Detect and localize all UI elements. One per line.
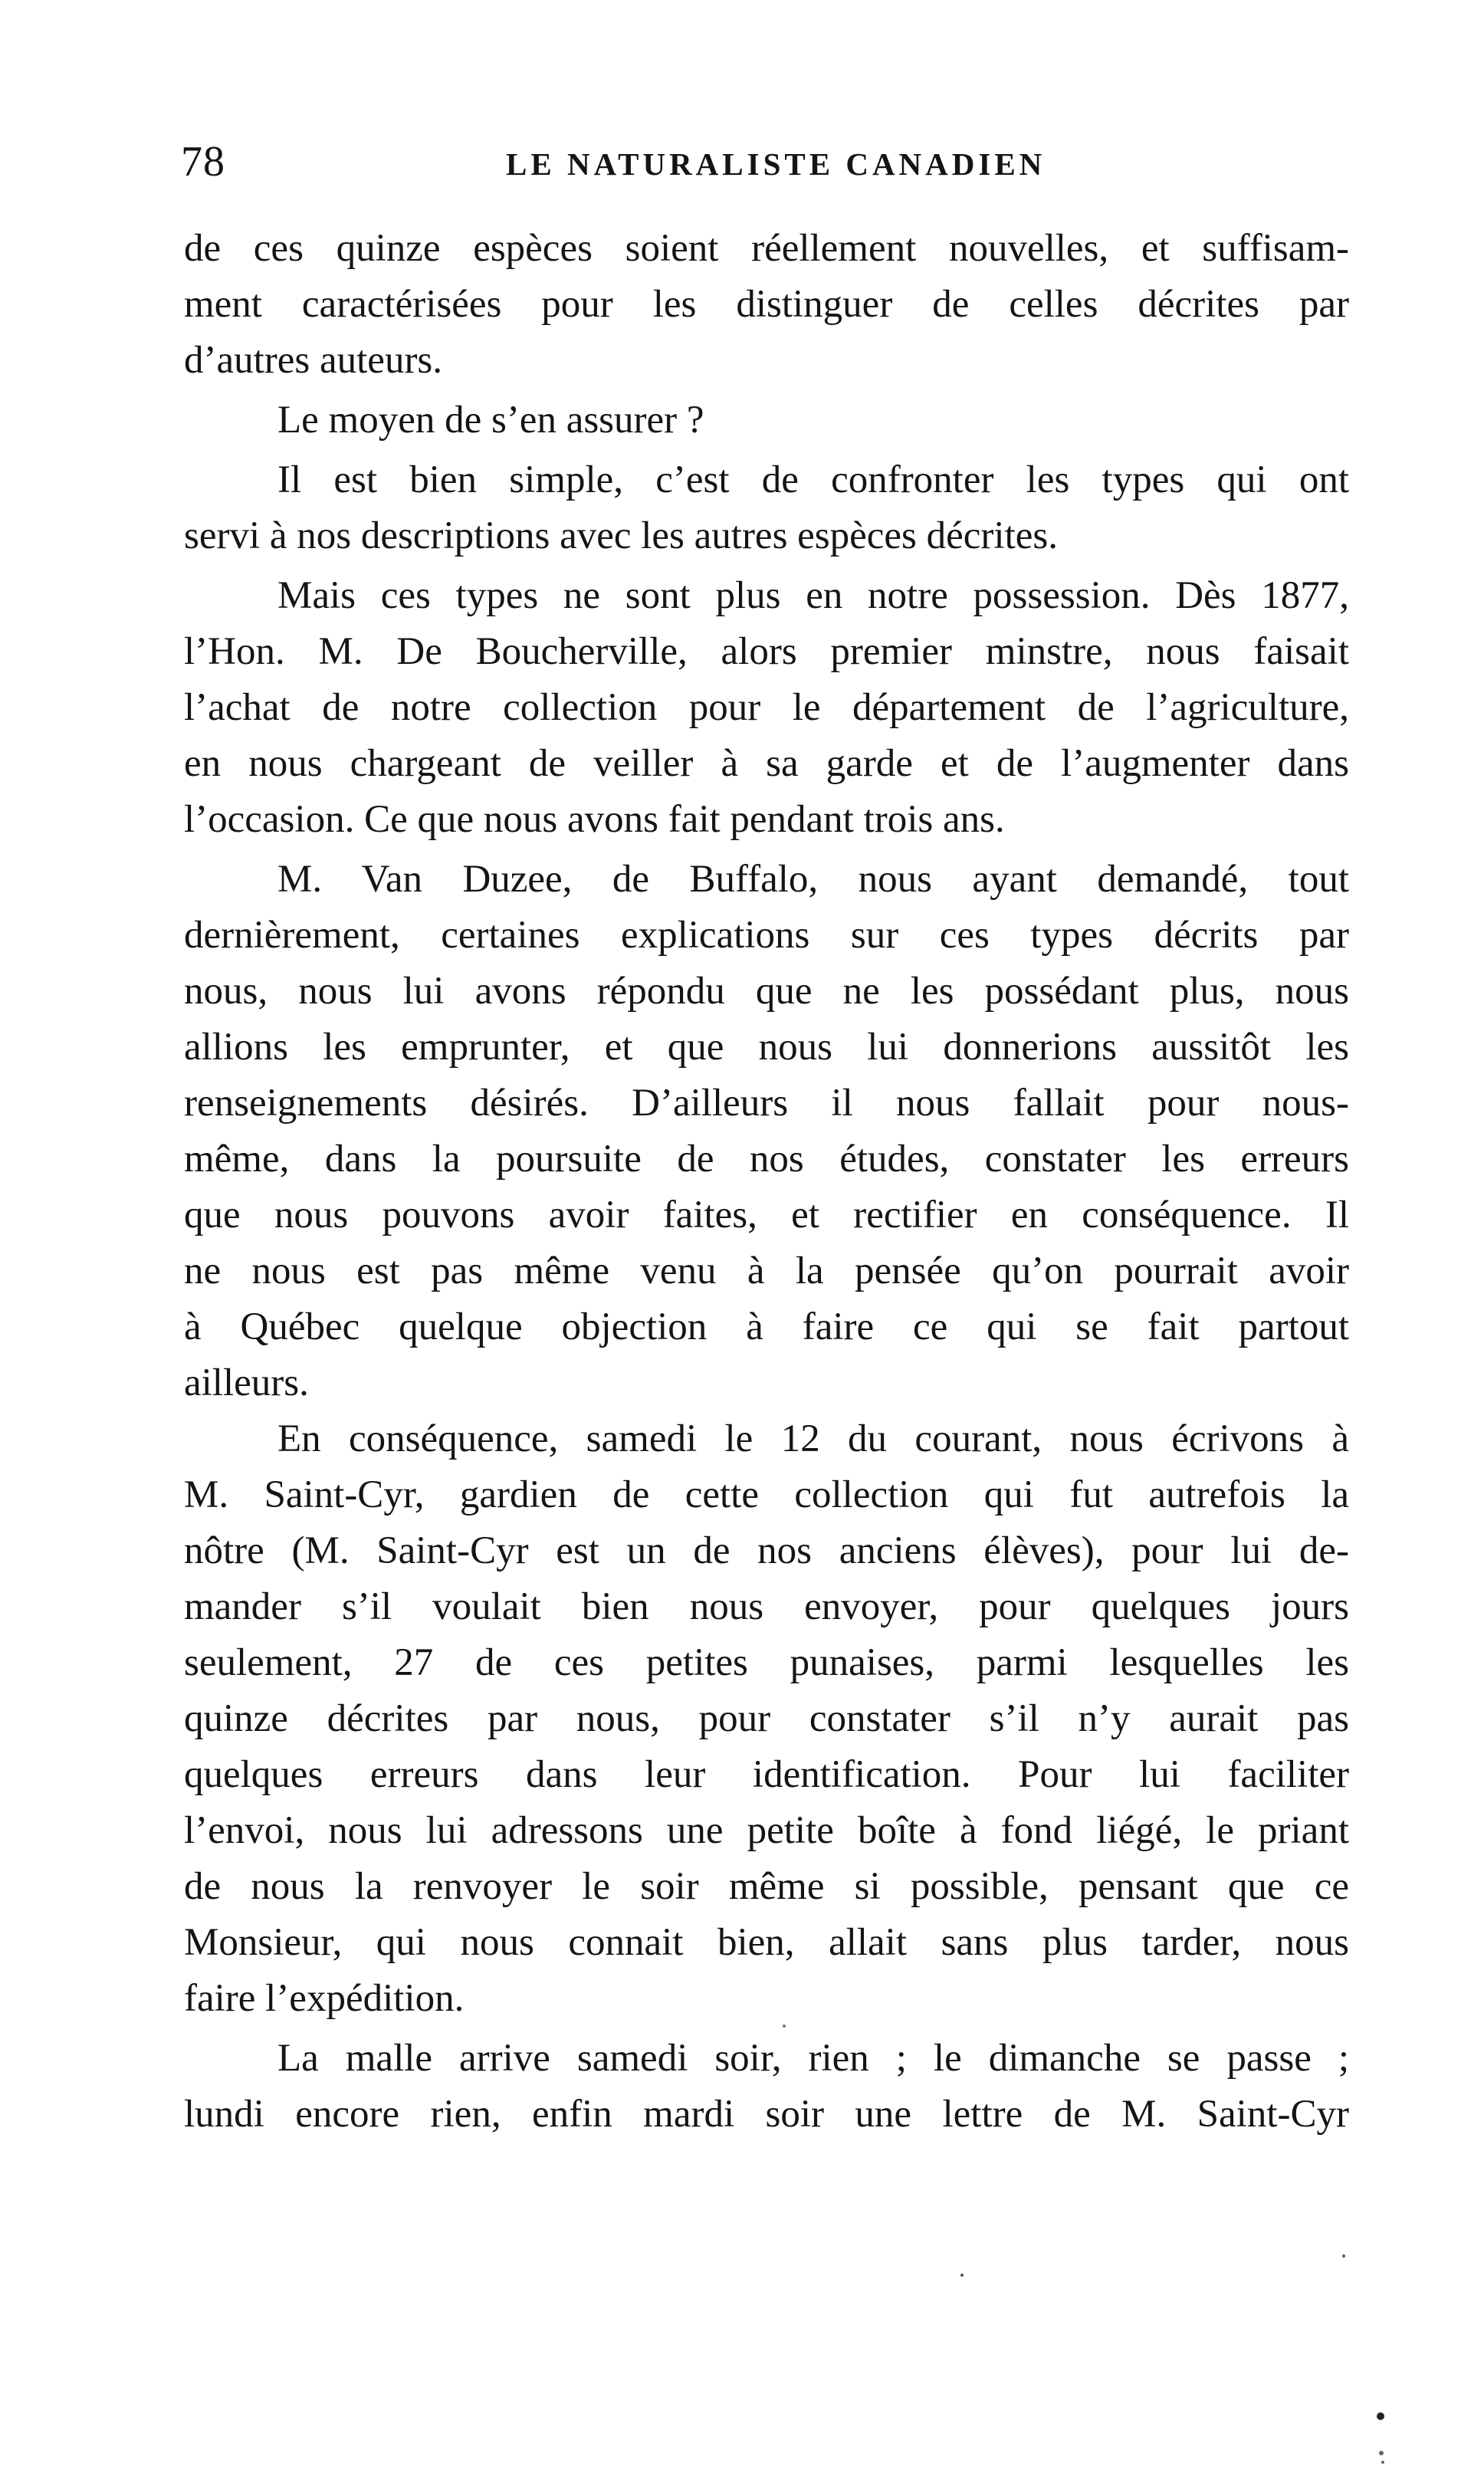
page-number: 78 — [181, 138, 225, 186]
text-line: quelques erreurs dans leur identification. Pour lui faciliter — [184, 1753, 1349, 1796]
running-head — [181, 135, 1349, 189]
text-line: de ces quinze espèces soient réellement nouvelles, et suffisam- — [184, 227, 1349, 270]
text-line: servi à nos descriptions avec les autres espèces décrites. — [184, 514, 1058, 557]
text-line: quinze décrites par nous, pour constater s’il n’y aurait pas — [184, 1697, 1349, 1740]
text-line: Monsieur, qui nous connait bien, allait sans plus tarder, nous — [184, 1921, 1349, 1964]
scan-speck — [1381, 2461, 1384, 2464]
paragraph — [184, 2031, 1349, 2143]
paragraph — [184, 852, 1349, 1411]
text-line: En conséquence, samedi le 12 du courant, nous écrivons à — [277, 1417, 1349, 1460]
text-line: d’autres auteurs. — [184, 339, 443, 382]
text-line: allions les emprunter, et que nous lui donnerions aussitôt les — [184, 1026, 1349, 1069]
scan-speck — [1377, 2412, 1384, 2420]
text-line: même, dans la poursuite de nos études, constater les erreurs — [184, 1138, 1349, 1181]
text-line: ne nous est pas même venu à la pensée qu’on pourrait avoir — [184, 1250, 1349, 1292]
scan-speck — [1379, 2451, 1384, 2455]
scan-speck — [960, 2274, 964, 2277]
running-title: LE NATURALISTE CANADIEN — [506, 146, 1046, 182]
text-line: de nous la renvoyer le soir même si possible, pensant que ce — [184, 1865, 1349, 1908]
text-line: l’achat de notre collection pour le département de l’agriculture, — [184, 686, 1349, 729]
text-line: lundi encore rien, enfin mardi soir une lettre de M. Saint-Cyr — [184, 2093, 1349, 2136]
paragraph — [184, 452, 1349, 564]
text-line: Mais ces types ne sont plus en notre possession. Dès 1877, — [277, 574, 1349, 617]
text-line: M. Saint-Cyr, gardien de cette collection qui fut autrefois la — [184, 1473, 1349, 1516]
paragraph — [184, 1411, 1349, 2027]
paragraph — [184, 221, 1349, 389]
text-line: l’envoi, nous lui adressons une petite boîte à fond liégé, le priant — [184, 1809, 1349, 1852]
text-line: l’occasion. Ce que nous avons fait pendant trois ans. — [184, 798, 1005, 841]
text-line: ment caractérisées pour les distinguer de celles décrites par — [184, 283, 1349, 326]
text-line: La malle arrive samedi soir, rien ; le dimanche se passe ; — [277, 2037, 1349, 2080]
text-line: Le moyen de s’en assurer ? — [277, 399, 704, 442]
scan-speck — [1342, 2254, 1345, 2258]
text-line: dernièrement, certaines explications sur ces types décrits par — [184, 914, 1349, 957]
text-line: mander s’il voulait bien nous envoyer, pour quelques jours — [184, 1585, 1349, 1628]
paragraph — [184, 392, 1349, 448]
text-line: que nous pouvons avoir faites, et rectifier en conséquence. Il — [184, 1194, 1349, 1236]
text-line: seulement, 27 de ces petites punaises, parmi lesquelles les — [184, 1641, 1349, 1684]
text-line: faire l’expédition. — [184, 1977, 465, 2020]
text-line: renseignements désirés. D’ailleurs il nous fallait pour nous- — [184, 1082, 1349, 1125]
text-line: l’Hon. M. De Boucherville, alors premier minstre, nous faisait — [184, 630, 1349, 673]
text-line: à Québec quelque objection à faire ce qui se fait partout — [184, 1305, 1349, 1348]
text-line: Il est bien simple, c’est de confronter les types qui ont — [277, 458, 1349, 501]
text-line: nôtre (M. Saint-Cyr est un de nos anciens élèves), pour lui de- — [184, 1529, 1349, 1572]
text-line: en nous chargeant de veiller à sa garde et de l’augmenter dans — [184, 742, 1349, 785]
body-text — [184, 221, 1349, 2143]
text-line: nous, nous lui avons répondu que ne les possédant plus, nous — [184, 970, 1349, 1013]
paragraph — [184, 568, 1349, 848]
text-line: M. Van Duzee, de Buffalo, nous ayant demandé, tout — [277, 858, 1349, 901]
text-line: ailleurs. — [184, 1361, 309, 1404]
